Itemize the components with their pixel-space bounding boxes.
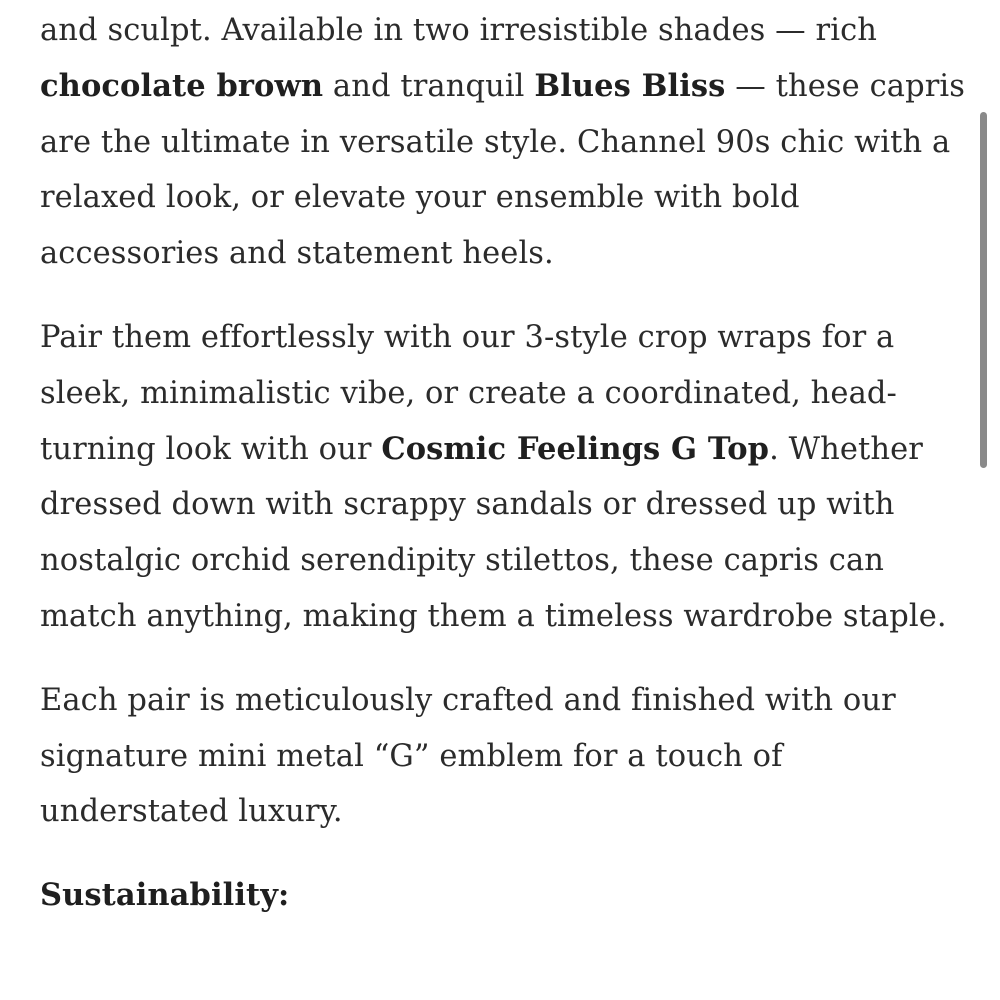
product-description [40,3,970,924]
paragraph-craftsmanship [40,673,970,840]
text-segment: Pair them effortlessly with our 3-style crop wraps for a sleek, minimalistic vibe, or create a coordinated, head-turning look with our [40,319,897,467]
bold-text-chocolate-brown: chocolate brown [40,67,324,104]
bold-text-cosmic-feelings-g-top: Cosmic Feelings G Top [381,430,770,467]
vertical-scrollbar[interactable] [986,0,994,1000]
text-segment: Each pair is meticulously crafted and finished with our signature mini metal “G” emblem for a touch of understated luxury. [40,682,896,830]
paragraph-shades [40,3,970,282]
text-segment: and sculpt. Available in two irresistible shades — rich [40,13,877,48]
text-segment: . Whether dressed down with scrappy sandals or dressed up with nostalgic orchid serendipity stilettos, these capris can match anything, making them a timeless wardrobe staple. [40,431,947,634]
section-heading-sustainability: Sustainability: [40,877,290,914]
scrollbar-thumb[interactable] [980,112,987,468]
bold-text-blues-bliss: Blues Bliss [534,67,726,104]
text-segment: — these capris are the ultimate in versatile style. Channel 90s chic with a relaxed look, or elevate your ensemble with bold accessories and statement heels. [40,68,965,272]
paragraph-pairing [40,310,970,645]
text-segment: and tranquil [323,68,535,104]
